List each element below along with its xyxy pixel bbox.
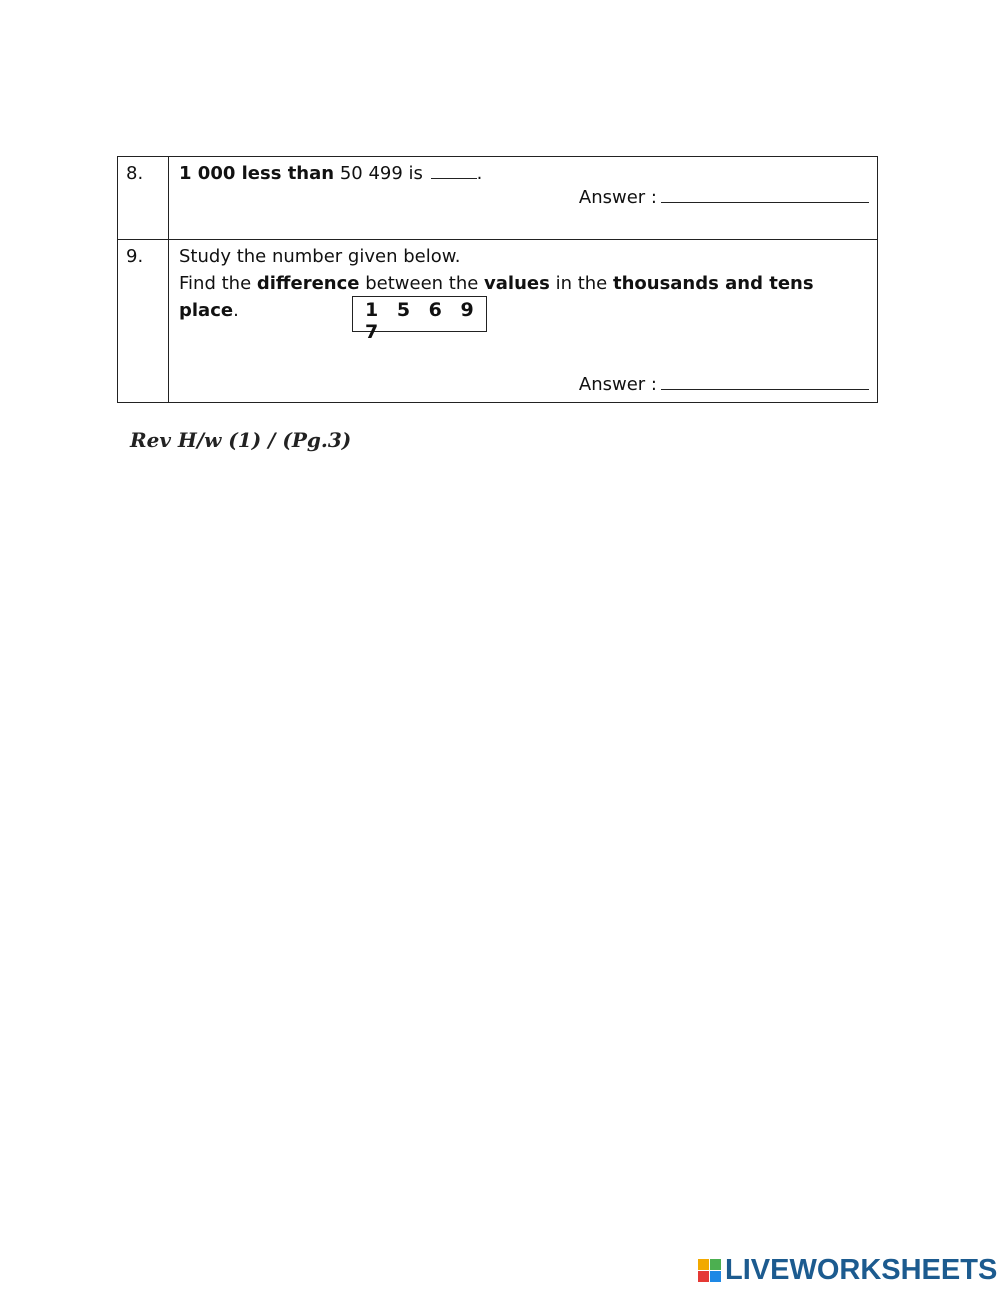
question-row-9 [118,240,878,403]
question-row-8 [118,157,878,240]
footer-note: Rev H/w (1) / (Pg.3) [130,428,352,452]
question-content-9 [169,240,878,403]
question-9-line1: Study the number given below. [179,246,461,267]
question-text-9 [169,240,877,324]
q9-part-e: in the [549,273,613,294]
answer-label-9: Answer : [578,374,657,395]
question-number-8: 8. [118,157,169,240]
answer-line-8 [169,187,877,208]
q9-part-f: thousands and tens place [179,273,814,321]
question-table [117,156,878,403]
brand-logo [698,1254,997,1286]
q9-part-d: values [484,273,550,294]
q9-part-g: . [233,300,239,321]
question-text-8 [169,157,877,187]
logo-square-icon [698,1259,709,1270]
question-8-text: 50 499 is [334,163,429,184]
q9-part-c: between the [359,273,485,294]
inline-blank-8[interactable] [431,164,477,179]
answer-blank-8[interactable] [661,188,869,203]
answer-blank-9[interactable] [661,375,869,390]
question-8-bold-phrase: 1 000 less than [179,163,335,184]
answer-line-9 [169,374,877,395]
question-8-end: . [476,163,483,184]
logo-square-icon [698,1271,709,1282]
question-9-line2 [179,270,877,324]
liveworksheets-icon [698,1259,721,1282]
brand-name: LIVEWORKSHEETS [725,1253,998,1286]
number-box: 1 5 6 9 7 [352,296,487,332]
question-content-8 [169,157,878,240]
q9-part-b: difference [256,273,360,294]
q9-part-a: Find the [179,273,257,294]
logo-square-icon [710,1271,721,1282]
question-number-9: 9. [118,240,169,403]
logo-square-icon [710,1259,721,1270]
answer-label-8: Answer : [578,187,657,208]
